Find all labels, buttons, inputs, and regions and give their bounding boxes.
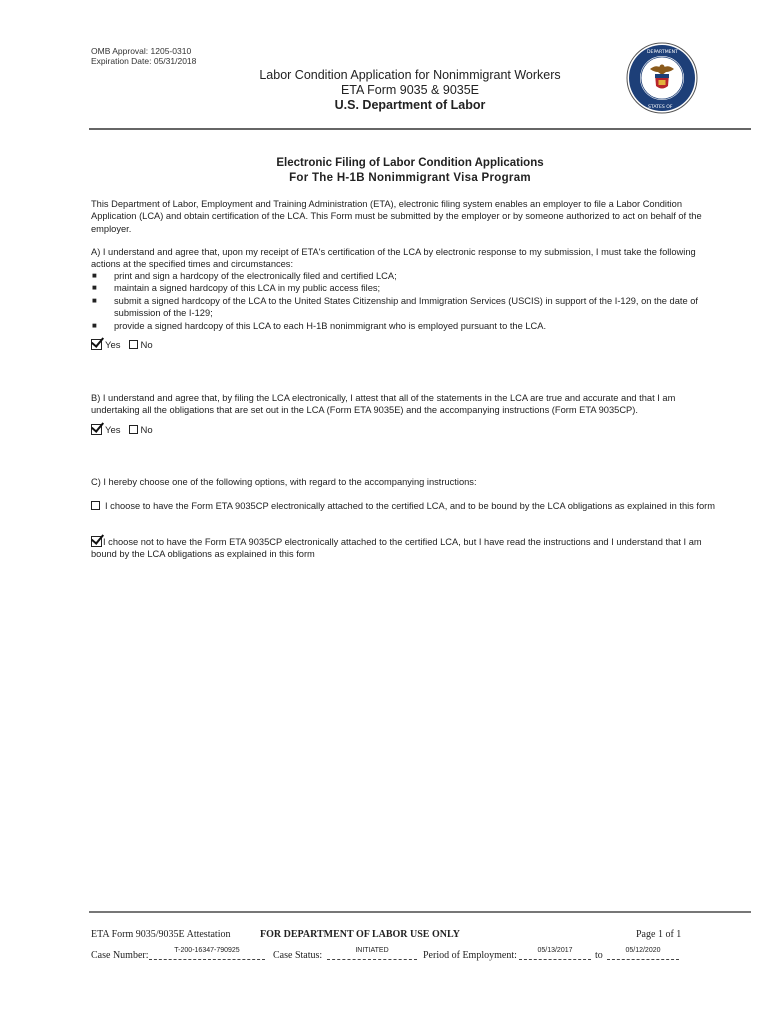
period-to-label: to — [595, 950, 603, 961]
footer-form-name: ETA Form 9035/9035E Attestation — [91, 929, 231, 940]
form-number: ETA Form 9035 & 9035E — [340, 83, 480, 97]
omb-approval: OMB Approval: 1205-0310 — [91, 46, 192, 56]
bullet-icon: ■ — [92, 283, 97, 293]
case-status-label: Case Status: — [273, 950, 323, 961]
omb-expiration: Expiration Date: 05/31/2018 — [91, 56, 197, 66]
list-item: ■ submit a signed hardcopy of the LCA to the United States Citizenship and Immigration Services (USCIS) in support of the I-129, on the date of submission of the I-129; — [92, 295, 698, 319]
department-of-labor-seal-icon — [626, 42, 698, 114]
option-2-checkbox-checked-box-icon[interactable] — [91, 536, 102, 547]
period-end-value: 05/12/2020 — [607, 947, 679, 960]
section-a-yes-label: Yes — [105, 340, 121, 351]
case-number-value: T-200-16347-790925 — [149, 947, 265, 960]
footer-case-row — [91, 947, 751, 964]
section-b-yes-label: Yes — [105, 425, 121, 436]
option-1-label: I choose to have the Form ETA 9035CP electronically attached to the certified LCA, and to be bound by the LCA obligations as explained in this form — [105, 501, 715, 511]
section-a-no-checkbox-empty-box-icon[interactable] — [129, 340, 138, 349]
section-b-text: B) I understand and agree that, by filing the LCA electronically, I attest that all of the statements in the LCA are true and accurate and that I am undertaking all the obligations that are set out in the LCA (Form ETA 9035E) and the accompanying instructions (Form ETA 9035CP). — [91, 393, 676, 416]
department-name: U.S. Department of Labor — [334, 98, 486, 112]
section-c-option-1 — [91, 500, 721, 512]
footer-divider — [89, 911, 751, 913]
option-2-label: I choose not to have the Form ETA 9035CP electronically attached to the certified LCA, but I have read the instructions and I understand that I am bound by the LCA obligations as explained in this form — [91, 537, 702, 560]
list-item: ■ print and sign a hardcopy of the electronically filed and certified LCA; — [92, 271, 397, 281]
section-c-text: C) I hereby choose one of the following options, with regard to the accompanying instructions: — [91, 477, 477, 487]
omb-info — [91, 46, 196, 66]
footer-page-number: Page 1 of 1 — [636, 929, 682, 940]
section-b-choice — [91, 425, 153, 436]
section-b-no-label: No — [140, 425, 153, 436]
period-label: Period of Employment: — [423, 950, 517, 961]
period-start-value: 05/13/2017 — [519, 947, 591, 960]
bullet-icon: ■ — [92, 295, 97, 305]
section-b-no-checkbox-empty-box-icon[interactable] — [129, 425, 138, 434]
section-a-yes-checkbox-checked-box-icon[interactable] — [91, 339, 102, 350]
case-number-label: Case Number: — [91, 950, 149, 961]
section-b-yes-checkbox-checked-box-icon[interactable] — [91, 424, 102, 435]
section-a-no-label: No — [140, 340, 153, 351]
section-a-text: A) I understand and agree that, upon my receipt of ETA's certification of the LCA by electronic response to my submission, I must take the following actions at the specified times and circumstances: — [91, 247, 696, 270]
footer-dol-use: FOR DEPARTMENT OF LABOR USE ONLY — [260, 929, 460, 940]
svg-text:STATES OF: STATES OF — [648, 105, 673, 110]
intro-paragraph: This Department of Labor, Employment and Training Administration (ETA), electronic filing system enables an employer to file a Labor Condition Application (LCA) and obtain certification of the LCA. This Form must be submitted by the employer or by someone authorized to act on behalf of the employer. — [91, 199, 702, 234]
section-a-bullets — [91, 270, 721, 332]
section-c-option-2 — [91, 536, 721, 561]
section-a-choice — [91, 340, 153, 351]
svg-text:DEPARTMENT: DEPARTMENT — [647, 50, 678, 55]
document-subtitle: For The H-1B Nonimmigrant Visa Program — [289, 172, 531, 184]
bullet-icon: ■ — [92, 320, 97, 330]
header-divider — [89, 128, 751, 130]
form-title: Labor Condition Application for Nonimmigrant Workers — [259, 68, 561, 82]
case-status-value: INITIATED — [327, 947, 417, 960]
list-item: ■ maintain a signed hardcopy of this LCA in my public access files; — [92, 283, 381, 294]
document-title: Electronic Filing of Labor Condition Applications — [276, 157, 544, 169]
bullet-icon: ■ — [92, 271, 97, 280]
list-item: ■ provide a signed hardcopy of this LCA to each H-1B nonimmigrant who is employed pursuant to the LCA. — [92, 320, 547, 331]
option-1-checkbox-empty-box-icon[interactable] — [91, 501, 100, 510]
